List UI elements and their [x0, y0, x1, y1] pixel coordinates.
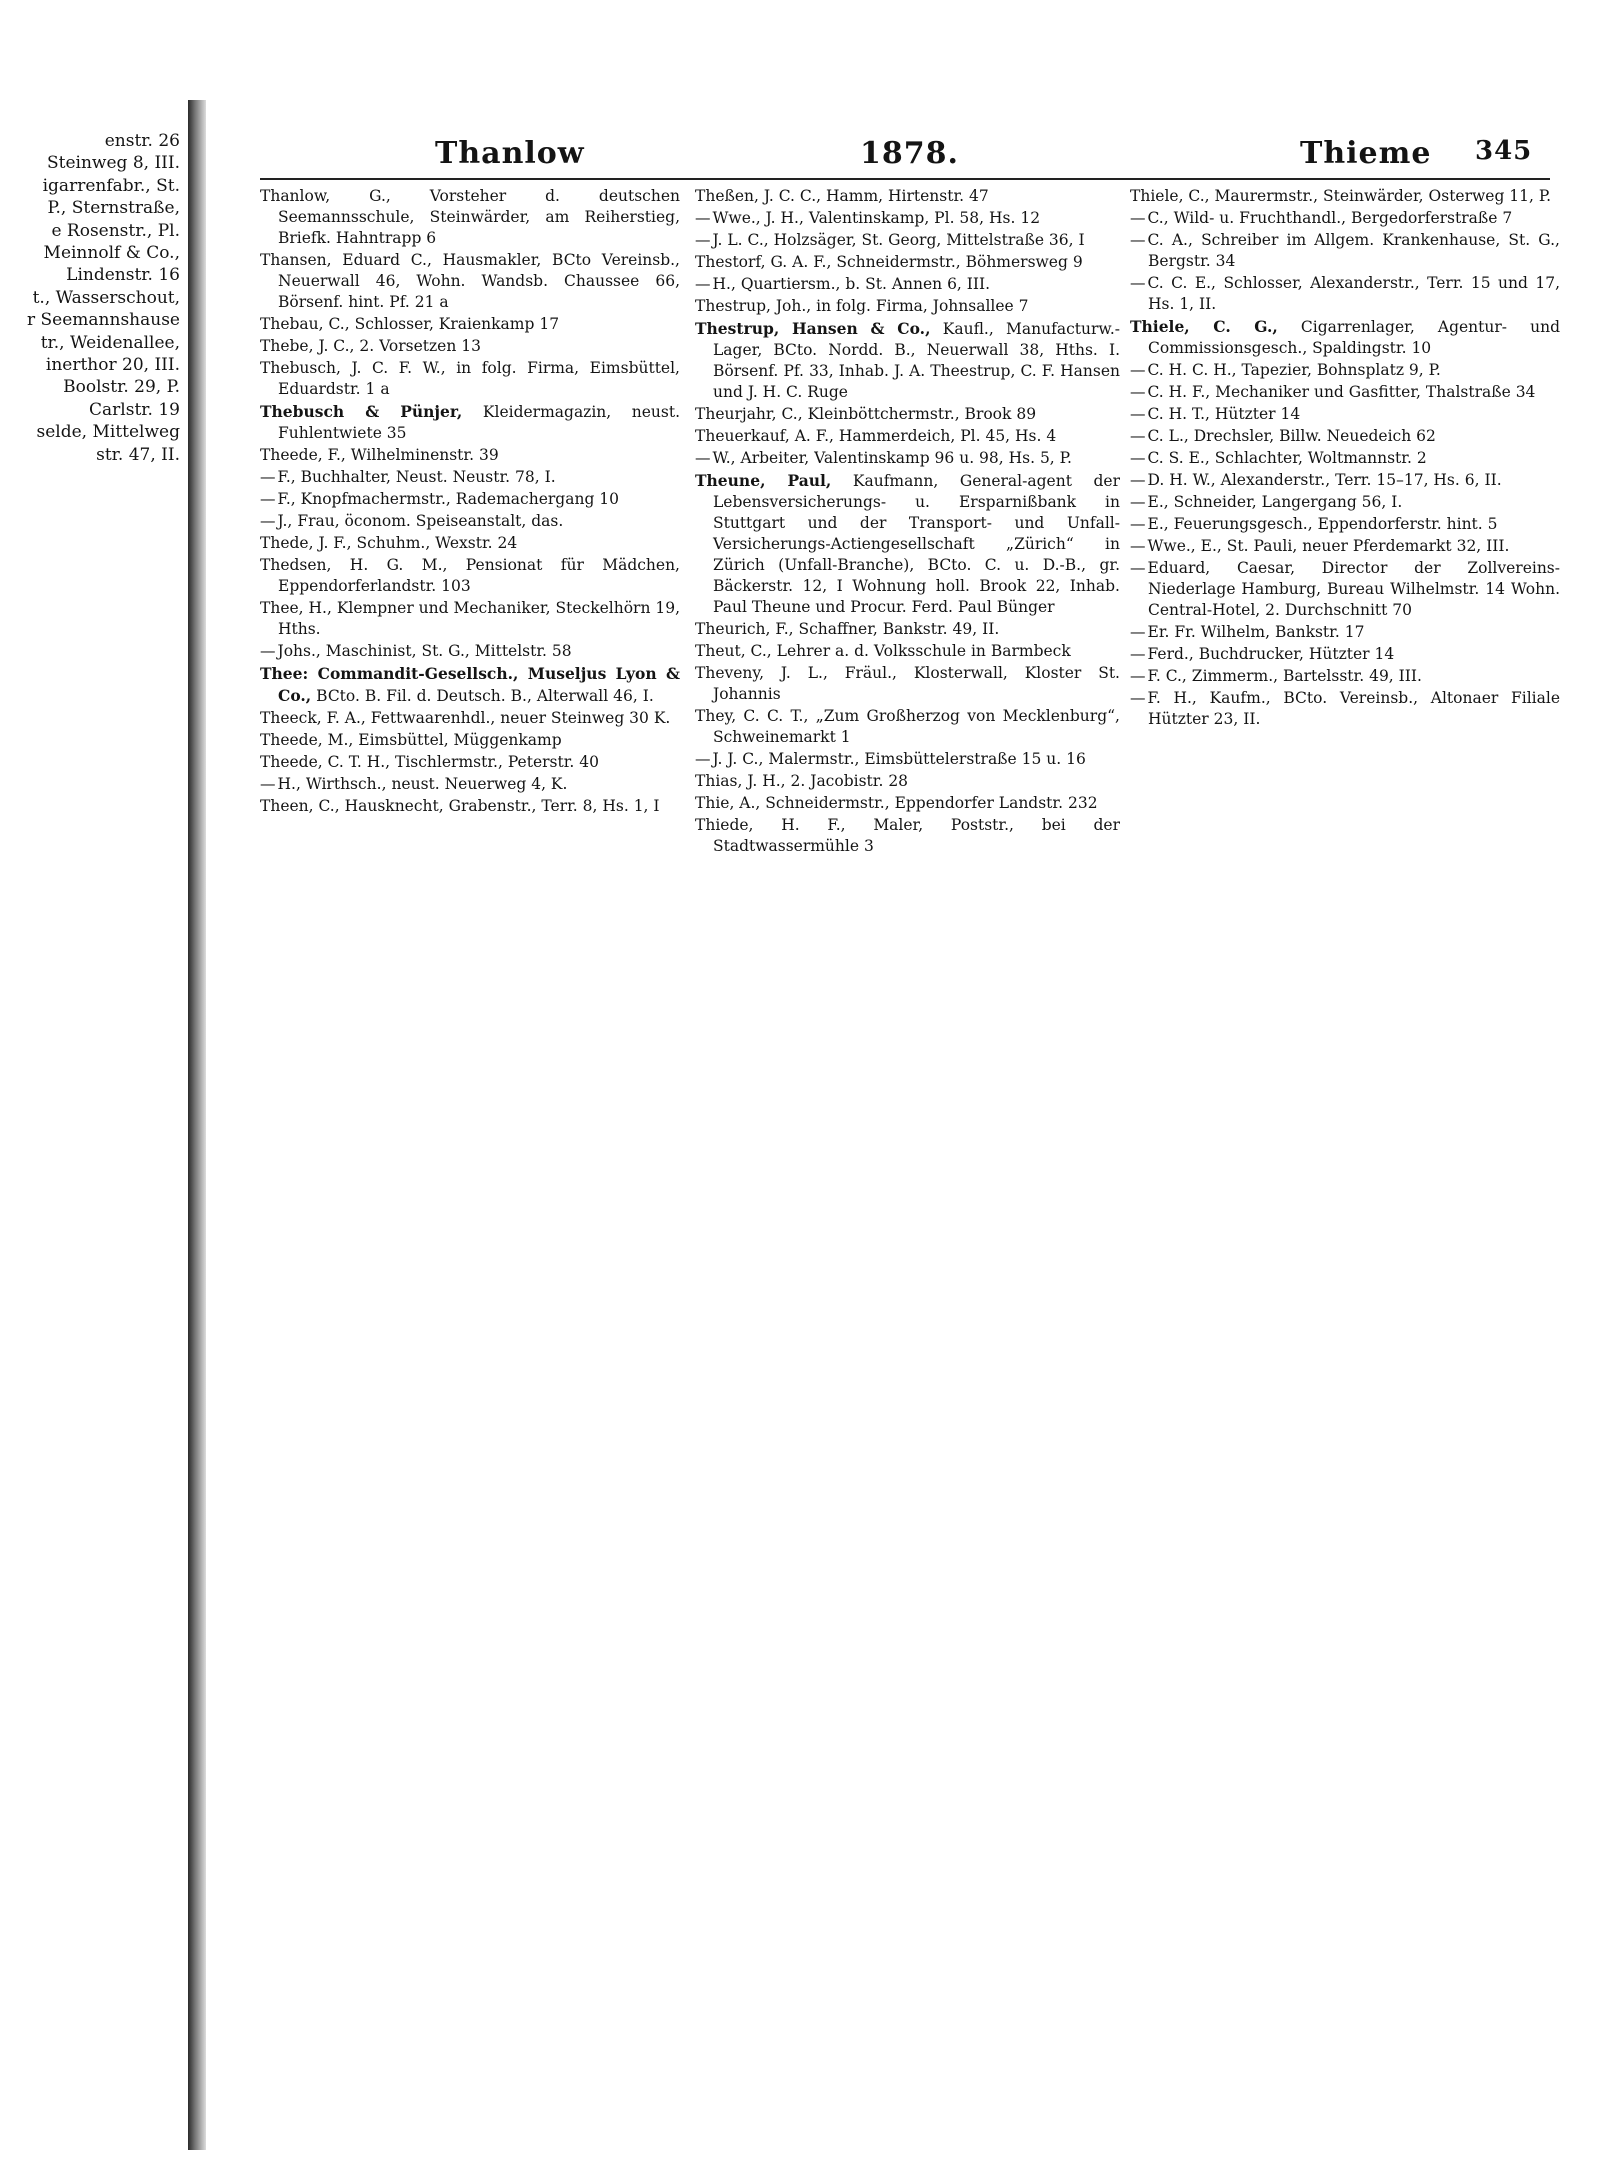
directory-entry — [695, 296, 1120, 317]
entry-details: Hützter 14 — [1214, 405, 1301, 423]
directory-entry — [1130, 536, 1560, 557]
directory-entry — [1130, 208, 1560, 229]
entry-name: D. H. W., — [1147, 471, 1216, 489]
facing-page-line: P., Sternstraße, — [47, 198, 180, 219]
directory-entry — [1130, 470, 1560, 491]
column-1 — [260, 186, 680, 2146]
entry-name: C. H. T., — [1147, 405, 1210, 423]
entry-name: They, C. C. T., — [695, 707, 809, 725]
directory-entry — [260, 401, 680, 444]
entry-details: Malermstr., Eimsbüttelerstraße 15 u. 16 — [768, 750, 1086, 768]
entry-name: F., — [277, 468, 296, 486]
entry-details: St. Pauli, neuer Pferdemarkt 32, III. — [1226, 537, 1510, 555]
entry-details: Tischlermstr., Peterstr. 40 — [395, 753, 600, 771]
entry-details: Schlosser, Alexanderstr., Terr. 15 und 17, Hs. 1, II. — [1148, 274, 1560, 313]
entry-details: Pensionat für Mädchen, Eppendorferlandstr. 103 — [278, 556, 680, 595]
facing-page-line: selde, Mittelweg — [36, 422, 180, 443]
entry-name: Thebusch, J. C. F. W., — [260, 359, 446, 377]
entry-dash: — — [695, 231, 711, 249]
header-left-keyword: Thanlow — [435, 136, 585, 171]
entry-name: Thebusch & Pünjer, — [260, 402, 463, 421]
entry-name: C. S. E., — [1147, 449, 1210, 467]
entry-details: Buchdrucker, Hützter 14 — [1198, 645, 1395, 663]
directory-entry — [1130, 404, 1560, 425]
entry-name: Theede, M., — [260, 731, 354, 749]
entry-details: Hamm, Hirtenstr. 47 — [825, 187, 989, 205]
entry-details: Schneidermstr., Böhmersweg 9 — [836, 253, 1083, 271]
entry-dash: — — [260, 512, 276, 530]
column-2 — [695, 186, 1120, 2146]
entry-details: Eimsbüttel, Müggenkamp — [358, 731, 562, 749]
entry-dash: — — [1130, 427, 1146, 445]
entry-dash: — — [1130, 493, 1146, 511]
entry-details: Feuerungsgesch., Eppendorferstr. hint. 5 — [1173, 515, 1498, 533]
directory-entry — [695, 706, 1120, 748]
entry-name: Theune, Paul, — [695, 471, 832, 490]
entry-name: Thede, J. F., — [260, 534, 352, 552]
entry-details: „Zum Großherzog von Mecklenburg“, Schweinemarkt 1 — [713, 707, 1120, 746]
directory-page — [215, 120, 1570, 2150]
entry-name: Eduard, Caesar, — [1147, 559, 1296, 577]
entry-details: Fettwaarenhdl., neuer Steinweg 30 K. — [370, 709, 671, 727]
entry-dash: — — [1130, 559, 1146, 577]
directory-entry — [695, 252, 1120, 273]
entry-name: F., — [277, 490, 296, 508]
entry-details: in folg. Firma, Johnsallee 7 — [816, 297, 1029, 315]
facing-page-line: Steinweg 8, III. — [47, 153, 180, 174]
entry-details: Schneidermstr., Eppendorfer Landstr. 232 — [765, 794, 1098, 812]
directory-entry — [1130, 230, 1560, 272]
directory-entry — [695, 815, 1120, 857]
entry-details: Knopfmachermstr., Rademachergang 10 — [300, 490, 620, 508]
directory-entry — [1130, 622, 1560, 643]
entry-details: Tapezier, Bohnsplatz 9, P. — [1241, 361, 1441, 379]
facing-page-line: t., Wasserschout, — [32, 287, 180, 308]
entry-details: Hammerdeich, Pl. 45, Hs. 4 — [838, 427, 1057, 445]
entry-details: Kaufl., Manufacturw.-Lager, BCto. Nordd. B., Neuerwall 38, Hths. I. Börsenf. Pf. 33, Inhab. J. A. Theestrup, C. F. Hansen und J. H. C. Ruge — [713, 320, 1120, 401]
entry-details: BCto. B. Fil. d. Deutsch. B., Alterwall 46, I. — [316, 687, 654, 705]
directory-entry — [1130, 316, 1560, 359]
entry-name: Wwe., J. H., — [712, 209, 804, 227]
entry-dash: — — [1130, 667, 1146, 685]
entry-name: W., — [712, 449, 736, 467]
directory-entry — [1130, 558, 1560, 621]
entry-details: Vorsteher d. deutschen Seemannsschule, Steinwärder, am Reiherstieg, Briefk. Hahntrapp 6 — [278, 187, 680, 247]
entry-details: 2. Jacobistr. 28 — [790, 772, 909, 790]
directory-entry — [260, 796, 680, 817]
entry-dash: — — [260, 490, 276, 508]
entry-name: H., — [712, 275, 736, 293]
directory-entry — [260, 663, 680, 707]
entry-name: H., — [277, 775, 301, 793]
entry-dash: — — [1130, 405, 1146, 423]
entry-name: Thie, A., — [695, 794, 761, 812]
directory-entry — [1130, 666, 1560, 687]
entry-name: Theen, C., — [260, 797, 340, 815]
entry-details: Schaffner, Bankstr. 49, II. — [798, 620, 1000, 638]
entry-dash: — — [1130, 537, 1146, 555]
entry-dash: — — [260, 642, 276, 660]
entry-details: Fräul., Klosterwall, Kloster St. Johannis — [713, 664, 1120, 703]
directory-entry — [695, 274, 1120, 295]
entry-details: Kaufm., BCto. Vereinsb., Altonaer Filiale Hützter 23, II. — [1148, 689, 1560, 728]
directory-entry — [260, 489, 680, 510]
entry-dash: — — [1130, 231, 1146, 249]
facing-page-line: Boolstr. 29, P. — [63, 377, 180, 398]
entry-name: Ferd., — [1147, 645, 1194, 663]
directory-entry — [260, 774, 680, 795]
directory-entry — [1130, 688, 1560, 730]
entry-details: Quartiersm., b. St. Annen 6, III. — [740, 275, 991, 293]
entry-details: Valentinskamp, Pl. 58, Hs. 12 — [808, 209, 1041, 227]
entry-name: Thestrup, Hansen & Co., — [695, 319, 931, 338]
entry-details: Schuhm., Wexstr. 24 — [356, 534, 518, 552]
directory-entry — [695, 663, 1120, 705]
entry-details: Kaufmann, General-agent der Lebensversicherungs- u. Ersparnißbank in Stuttgart und der Transport- und Unfall-Versicherungs-Actiengesellschaft „Zürich“ in Zürich (Unfall-Branche), BCto. C. u. D.-B., gr. Bäckerstr. 12, I Wohnung holl. Brook 22, Inhab. Paul Theune und Procur. Ferd. Paul Bünger — [713, 472, 1120, 616]
directory-entry — [260, 598, 680, 640]
directory-entry — [260, 336, 680, 357]
entry-details: Wild- u. Fruchthandl., Bergedorferstraße 7 — [1173, 209, 1513, 227]
directory-entry — [695, 186, 1120, 207]
directory-entry — [1130, 644, 1560, 665]
entry-dash: — — [1130, 274, 1146, 292]
entry-details: Maschinist, St. G., Mittelstr. 58 — [325, 642, 572, 660]
entry-dash: — — [1130, 689, 1146, 707]
entry-dash: — — [260, 468, 276, 486]
entry-name: Theede, F., — [260, 446, 346, 464]
entry-details: Alexanderstr., Terr. 15–17, Hs. 6, II. — [1220, 471, 1502, 489]
entry-name: C. L., — [1147, 427, 1189, 445]
facing-page-line: Carlstr. 19 — [89, 399, 180, 420]
directory-entry — [695, 619, 1120, 640]
entry-name: Theßen, J. C. C., — [695, 187, 822, 205]
directory-entry — [260, 467, 680, 488]
entry-details: Hausmakler, BCto Vereinsb., Neuerwall 46, Wohn. Wandsb. Chaussee 66, Börsenf. hint. Pf. 21 a — [278, 251, 680, 311]
directory-entry — [260, 511, 680, 532]
entry-details: Director der Zollvereins-Niederlage Hamburg, Bureau Wilhelmstr. 14 Wohn. Central-Hotel, 2. Durchschnitt 70 — [1148, 559, 1560, 619]
entry-dash: — — [260, 775, 276, 793]
facing-page-line: Lindenstr. 16 — [66, 265, 180, 286]
facing-page-line: enstr. 26 — [104, 131, 180, 151]
entry-details: Buchhalter, Neust. Neustr. 78, I. — [300, 468, 556, 486]
entry-name: Er. Fr. Wilhelm, — [1147, 623, 1271, 641]
facing-page-line: r Seemannshause — [27, 310, 180, 331]
entry-details: Holzsäger, St. Georg, Mittelstraße 36, I — [773, 231, 1085, 249]
directory-entry — [695, 404, 1120, 425]
entry-dash: — — [695, 449, 711, 467]
entry-dash: — — [1130, 623, 1146, 641]
entry-name: Theveny, J. L., — [695, 664, 828, 682]
entry-name: F. C., — [1147, 667, 1187, 685]
entry-details: Hausknecht, Grabenstr., Terr. 8, Hs. 1, I — [344, 797, 660, 815]
directory-entry — [260, 708, 680, 729]
column-3 — [1130, 186, 1560, 2146]
entry-name: Thestrup, Joh., — [695, 297, 812, 315]
entry-name: Thee, H., — [260, 599, 332, 617]
directory-entry — [260, 358, 680, 400]
entry-dash: — — [695, 750, 711, 768]
entry-name: Thiele, C., — [1130, 187, 1210, 205]
entry-details: in folg. Firma, Eimsbüttel, Eduardstr. 1 a — [278, 359, 680, 398]
entry-details: 2. Vorsetzen 13 — [359, 337, 481, 355]
directory-entry — [695, 793, 1120, 814]
entry-name: Thestorf, G. A. F., — [695, 253, 832, 271]
facing-page-line: igarrenfabr., St. — [42, 175, 180, 196]
facing-page-line: inerthor 20, III. — [45, 355, 180, 376]
entry-details: Cigarrenlager, Agentur- und Commissionsgesch., Spaldingstr. 10 — [1148, 318, 1560, 357]
entry-name: Thebau, C., — [260, 315, 350, 333]
directory-entry — [260, 445, 680, 466]
entry-name: C. H. F., — [1147, 383, 1211, 401]
entry-details: Mechaniker und Gasfitter, Thalstraße 34 — [1215, 383, 1536, 401]
entry-dash: — — [1130, 471, 1146, 489]
facing-page-line: Meinnolf & Co., — [43, 243, 180, 264]
directory-entry — [260, 752, 680, 773]
directory-entry — [260, 186, 680, 249]
entry-name: E., — [1147, 515, 1169, 533]
directory-entry — [1130, 492, 1560, 513]
entry-name: J. L. C., — [712, 231, 769, 249]
page-number: 345 — [1475, 136, 1533, 166]
entry-dash: — — [1130, 361, 1146, 379]
entry-details: Maler, Poststr., bei der Stadtwassermühle 3 — [713, 816, 1120, 855]
directory-entry — [1130, 448, 1560, 469]
entry-details: Kleidermagazin, neust. Fuhlentwiete 35 — [278, 403, 680, 442]
facing-page-line: str. 47, II. — [96, 444, 180, 465]
entry-name: Johs., — [277, 642, 321, 660]
entry-name: Thias, J. H., — [695, 772, 786, 790]
entry-details: Schlachter, Woltmannstr. 2 — [1214, 449, 1427, 467]
entry-details: Drechsler, Billw. Neuedeich 62 — [1193, 427, 1436, 445]
entry-name: C., — [1147, 209, 1169, 227]
directory-entry — [260, 250, 680, 313]
directory-entry — [695, 448, 1120, 469]
directory-entry — [1130, 360, 1560, 381]
directory-entry — [695, 426, 1120, 447]
facing-page-line: tr., Weidenallee, — [40, 332, 180, 353]
entry-name: Thedsen, H. G. M., — [260, 556, 448, 574]
entry-details: Klempner und Mechaniker, Steckelhörn 19, Hths. — [278, 599, 680, 638]
entry-name: F. H., — [1147, 689, 1197, 707]
entry-dash: — — [1130, 449, 1146, 467]
book-gutter — [188, 100, 206, 2150]
entry-name: C. C. E., — [1147, 274, 1216, 292]
entry-name: Thanlow, G., — [260, 187, 391, 205]
directory-entry — [695, 208, 1120, 229]
header-year: 1878. — [860, 136, 959, 171]
entry-details: Arbeiter, Valentinskamp 96 u. 98, Hs. 5, P. — [740, 449, 1072, 467]
directory-entry — [1130, 426, 1560, 447]
entry-details: Bankstr. 17 — [1274, 623, 1365, 641]
entry-name: C. H. C. H., — [1147, 361, 1237, 379]
directory-entry — [695, 470, 1120, 618]
entry-name: Wwe., E., — [1147, 537, 1222, 555]
entry-name: Theede, C. T. H., — [260, 753, 391, 771]
entry-name: C. A., — [1147, 231, 1193, 249]
directory-entry — [260, 730, 680, 751]
entry-name: Theurich, F., — [695, 620, 794, 638]
page-header — [215, 136, 1565, 180]
entry-details: Maurermstr., Steinwärder, Osterweg 11, P. — [1214, 187, 1552, 205]
entry-name: Thebe, J. C., — [260, 337, 355, 355]
entry-name: Thansen, Eduard C., — [260, 251, 432, 269]
entry-name: Theut, C., — [695, 642, 772, 660]
directory-entry — [695, 641, 1120, 662]
entry-dash: — — [695, 275, 711, 293]
directory-entry — [695, 749, 1120, 770]
entry-details: Zimmerm., Bartelsstr. 49, III. — [1191, 667, 1422, 685]
entry-details: Schlosser, Kraienkamp 17 — [354, 315, 560, 333]
entry-details: Kleinböttchermstr., Brook 89 — [807, 405, 1037, 423]
directory-entry — [260, 555, 680, 597]
directory-entry — [695, 318, 1120, 403]
directory-entry — [260, 641, 680, 662]
entry-details: Schneider, Langergang 56, I. — [1173, 493, 1403, 511]
entry-details: Frau, öconom. Speiseanstalt, das. — [297, 512, 564, 530]
directory-entry — [695, 230, 1120, 251]
entry-name: Thee: Commandit-Gesellsch., Museljus Lyon & Co., — [260, 664, 680, 705]
directory-entry — [1130, 382, 1560, 403]
entry-name: Theuerkauf, A. F., — [695, 427, 834, 445]
entry-dash: — — [1130, 515, 1146, 533]
entry-name: Theurjahr, C., — [695, 405, 803, 423]
entry-details: Lehrer a. d. Volksschule in Barmbeck — [776, 642, 1071, 660]
directory-entry — [260, 533, 680, 554]
entry-details: Wirthsch., neust. Neuerweg 4, K. — [305, 775, 568, 793]
entry-name: J., — [277, 512, 293, 530]
entry-dash: — — [1130, 645, 1146, 663]
facing-page-line: e Rosenstr., Pl. — [51, 220, 180, 241]
directory-entry — [1130, 514, 1560, 535]
header-right-keyword: Thieme — [1300, 136, 1432, 171]
entry-details: Schreiber im Allgem. Krankenhause, St. G., Bergstr. 34 — [1148, 231, 1560, 270]
directory-entry — [260, 314, 680, 335]
entry-name: Thiede, H. F., — [695, 816, 846, 834]
entry-name: E., — [1147, 493, 1169, 511]
directory-entry — [1130, 186, 1560, 207]
entry-dash: — — [695, 209, 711, 227]
facing-page-fragment — [0, 130, 188, 2120]
header-rule — [260, 178, 1550, 180]
entry-dash: — — [1130, 209, 1146, 227]
entry-details: Wilhelminenstr. 39 — [350, 446, 499, 464]
entry-name: Theeck, F. A., — [260, 709, 366, 727]
directory-entry — [1130, 273, 1560, 315]
directory-entry — [695, 771, 1120, 792]
entry-dash: — — [1130, 383, 1146, 401]
entry-name: J. J. C., — [712, 750, 764, 768]
entry-name: Thiele, C. G., — [1130, 317, 1278, 336]
